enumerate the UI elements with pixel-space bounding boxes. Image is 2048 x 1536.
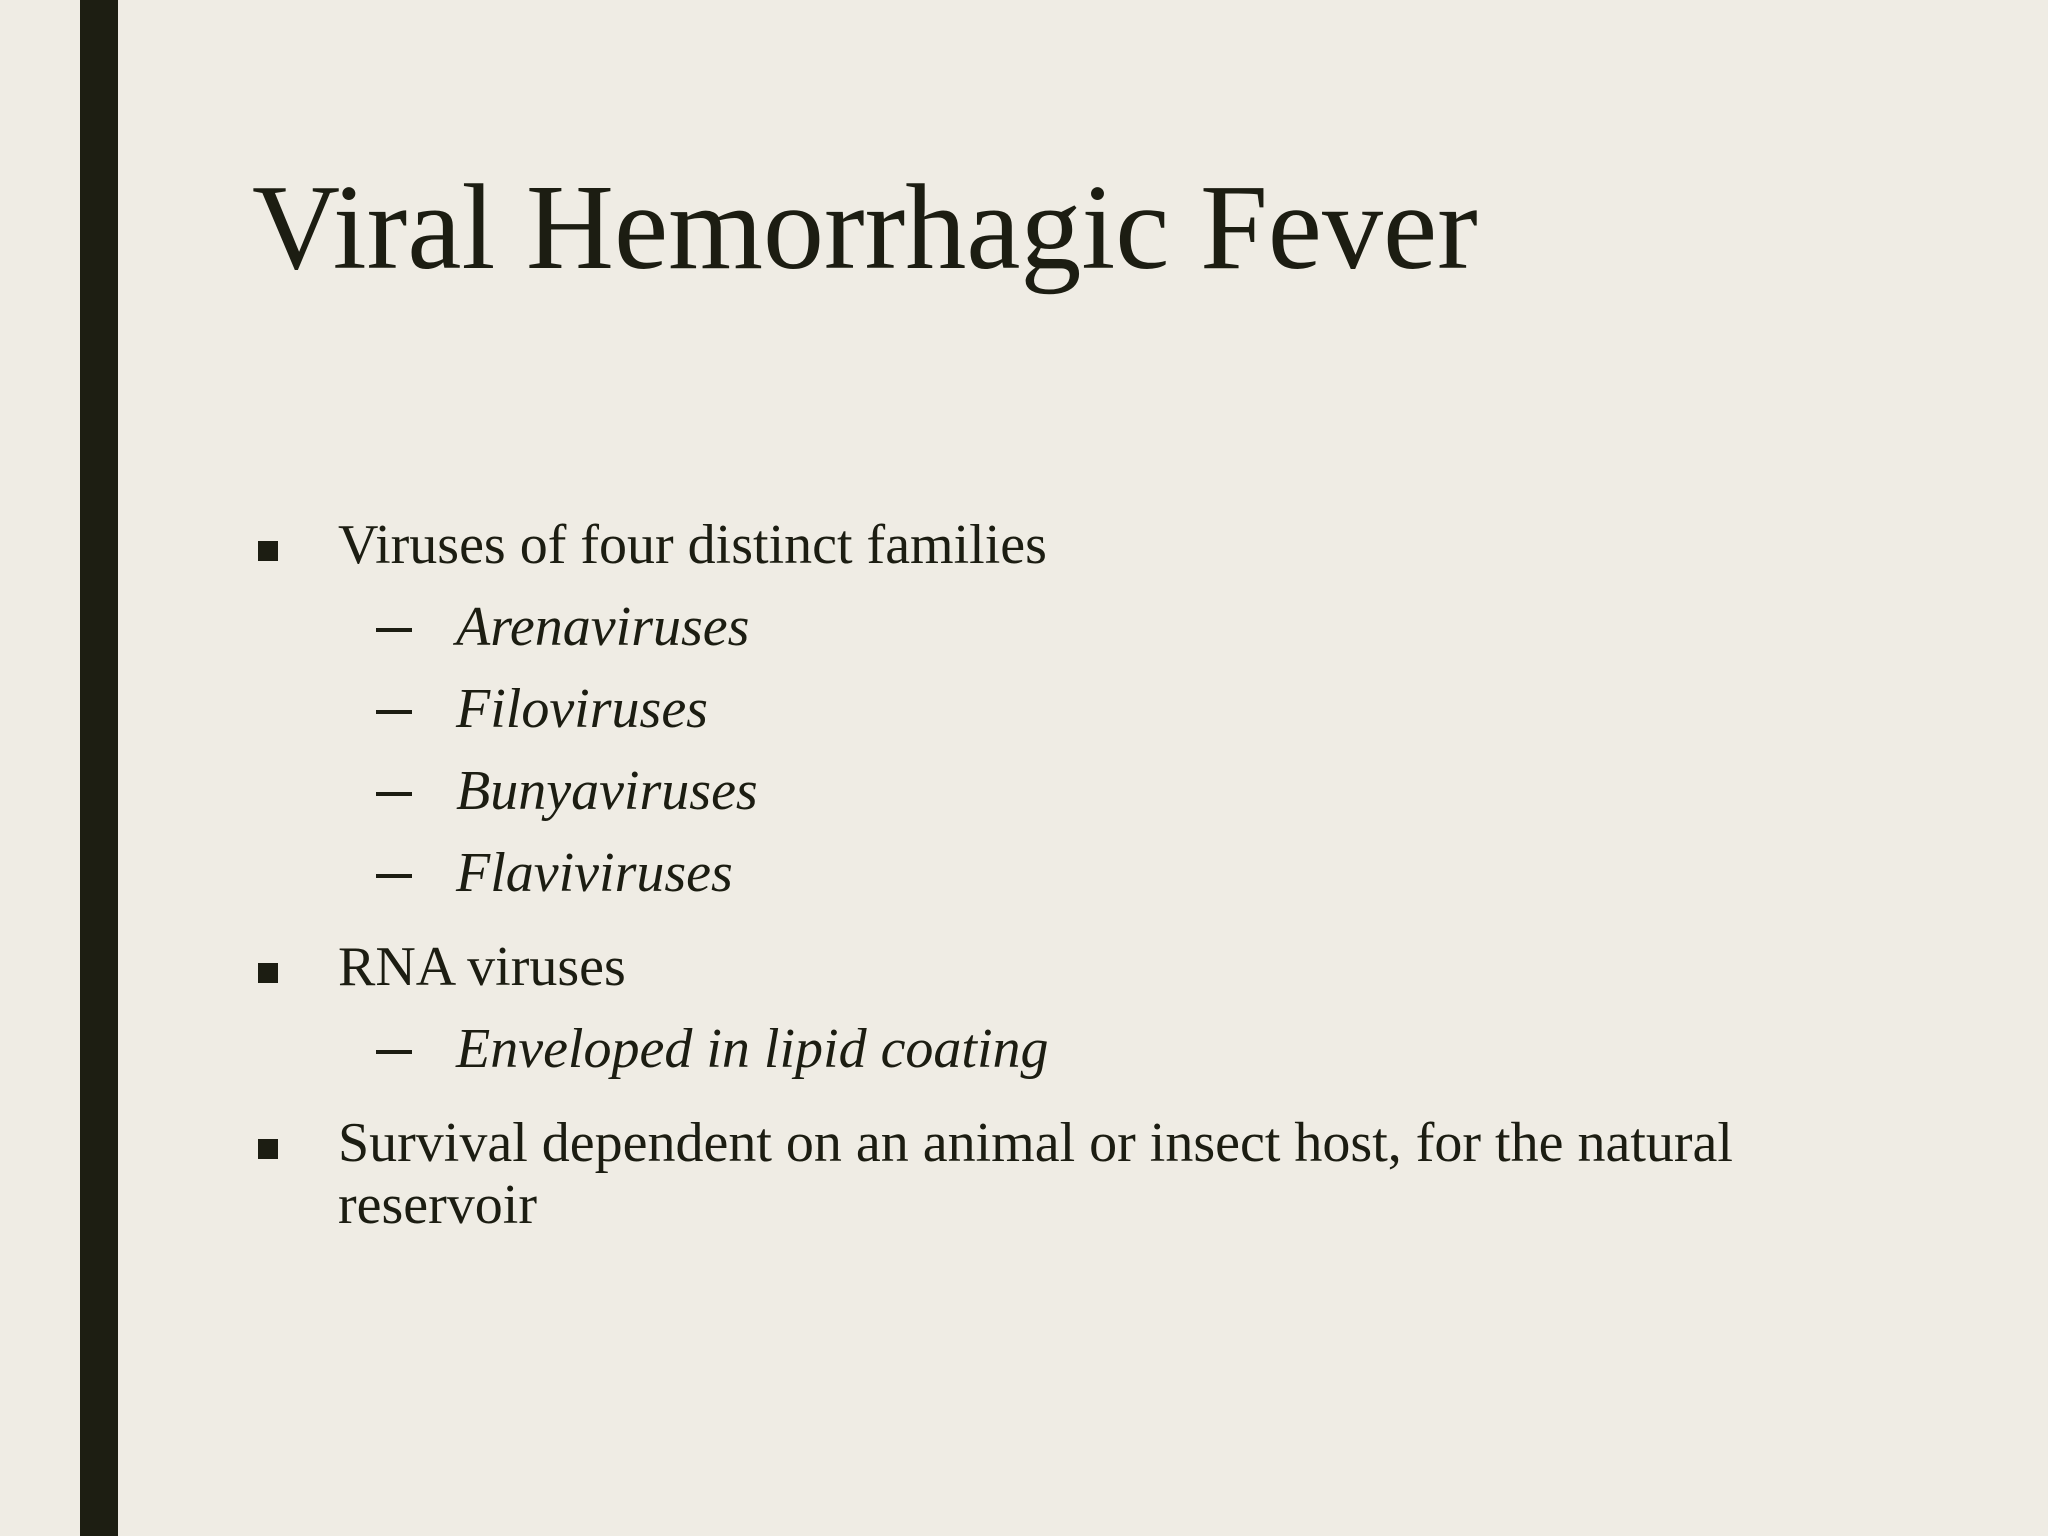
dash-bullet-icon bbox=[376, 628, 412, 632]
bullet-item-families bbox=[252, 514, 1832, 576]
sub-item-flaviviruses bbox=[252, 842, 1832, 904]
square-bullet-icon bbox=[258, 1139, 278, 1159]
sub-item-text: Enveloped in lipid coating bbox=[456, 1018, 1049, 1080]
dash-bullet-icon bbox=[376, 792, 412, 796]
square-bullet-icon bbox=[258, 541, 278, 561]
bullet-list bbox=[252, 514, 1832, 1236]
sub-item-enveloped bbox=[252, 1018, 1832, 1080]
sub-item-arenaviruses bbox=[252, 596, 1832, 658]
bullet-text: Viruses of four distinct families bbox=[338, 514, 1047, 576]
sub-item-bunyaviruses bbox=[252, 760, 1832, 822]
sub-item-text: Bunyaviruses bbox=[456, 760, 758, 822]
square-bullet-icon bbox=[258, 963, 278, 983]
bullet-item-rna bbox=[252, 936, 1832, 998]
bullet-text: Survival dependent on an animal or insect host, for the natural reservoir bbox=[338, 1112, 1733, 1236]
bullet-item-survival bbox=[252, 1112, 1832, 1236]
sub-item-text: Arenaviruses bbox=[456, 596, 750, 658]
sub-item-filoviruses bbox=[252, 678, 1832, 740]
slide-title: Viral Hemorrhagic Fever bbox=[252, 160, 1478, 295]
dash-bullet-icon bbox=[376, 1050, 412, 1054]
dash-bullet-icon bbox=[376, 710, 412, 714]
accent-bar bbox=[80, 0, 118, 1536]
dash-bullet-icon bbox=[376, 874, 412, 878]
sub-item-text: Flaviviruses bbox=[456, 842, 733, 904]
sub-item-text: Filoviruses bbox=[456, 678, 708, 740]
bullet-text: RNA viruses bbox=[338, 936, 626, 998]
